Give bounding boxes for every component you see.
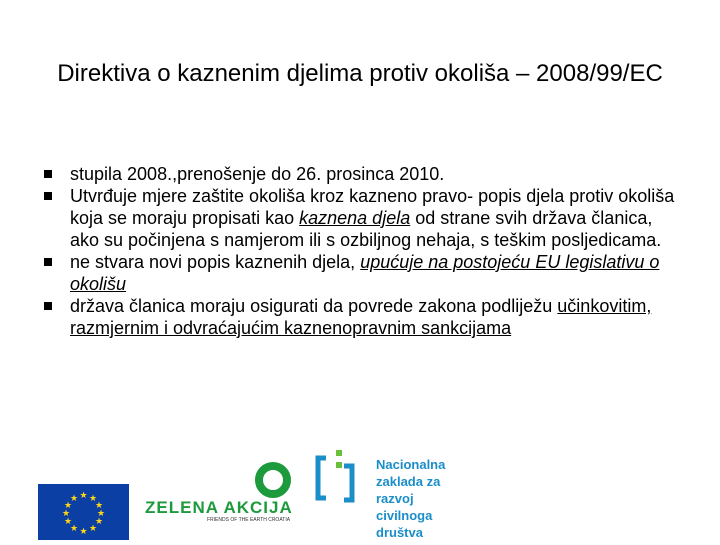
logo-line: Nacionalna [376,457,446,472]
emphasized-text: kaznena djela [299,208,411,228]
bullet-item [44,295,684,339]
bullet-item [44,251,684,295]
svg-text:★: ★ [94,517,104,527]
logo-line: civilnoga [376,508,433,523]
emphasized-text: upućuje na postojeću EU legislativu o okolišu [70,252,660,294]
svg-text:★: ★ [79,491,88,501]
bullet-text: stupila 2008.,prenošenje do 26. prosinca 2010. [70,164,445,184]
zelena-akcija-subtext: FRIENDS OF THE EARTH CROATIA [207,517,291,523]
bullet-text: država članica moraju osigurati da povrede zakona podliježu [70,296,558,316]
bullet-text: ne stvara novi popis kaznenih djela, [70,252,361,272]
bullet-square-icon [44,258,52,266]
eu-flag-logo [38,484,129,540]
nacionalna-zaklada-bracket-icon [314,448,374,508]
logo-line: razvoj [376,491,414,506]
bullet-text: Utvrđuje mjere zaštite okoliša kroz kazneno pravo- popis djela protiv okoliša koja se moraju propisati kao [70,186,675,228]
svg-text:★: ★ [94,501,104,511]
zelena-akcija-logo [145,460,295,530]
svg-text:★: ★ [79,527,88,537]
bullet-square-icon [44,170,52,178]
svg-text:★: ★ [96,509,106,519]
svg-text:★: ★ [88,494,98,504]
zelena-akcija-ring-icon [145,460,295,500]
svg-text:★: ★ [88,524,98,534]
nacionalna-zaklada-text [376,456,496,541]
logo-line: zaklada za [376,474,441,489]
svg-text:★: ★ [69,494,79,504]
underlined-text: učinkovitim, razmjernim i odvraćajućim kaznenopravnim sankcijama [70,296,652,338]
bullet-text: od strane svih država članica, ako su počinjena s namjerom ili s ozbiljnog nehaja, s teškim posljedicama. [70,208,662,250]
logo-line: društva [376,525,423,540]
bullet-square-icon [44,192,52,200]
svg-text:★: ★ [63,517,73,527]
zelena-akcija-text: ZELENA AKCIJA [145,498,293,517]
bullet-item [44,185,684,251]
bullet-item [44,163,684,185]
svg-text:★: ★ [61,509,71,519]
slide-title: Direktiva o kaznenim djelima protiv okoliša – 2008/99/EC [57,60,663,87]
bullet-list [44,163,684,339]
bullet-square-icon [44,302,52,310]
nacionalna-zaklada-logo [314,448,494,540]
svg-text:★: ★ [69,524,79,534]
svg-text:★: ★ [63,501,73,511]
eu-stars-icon [38,484,129,540]
